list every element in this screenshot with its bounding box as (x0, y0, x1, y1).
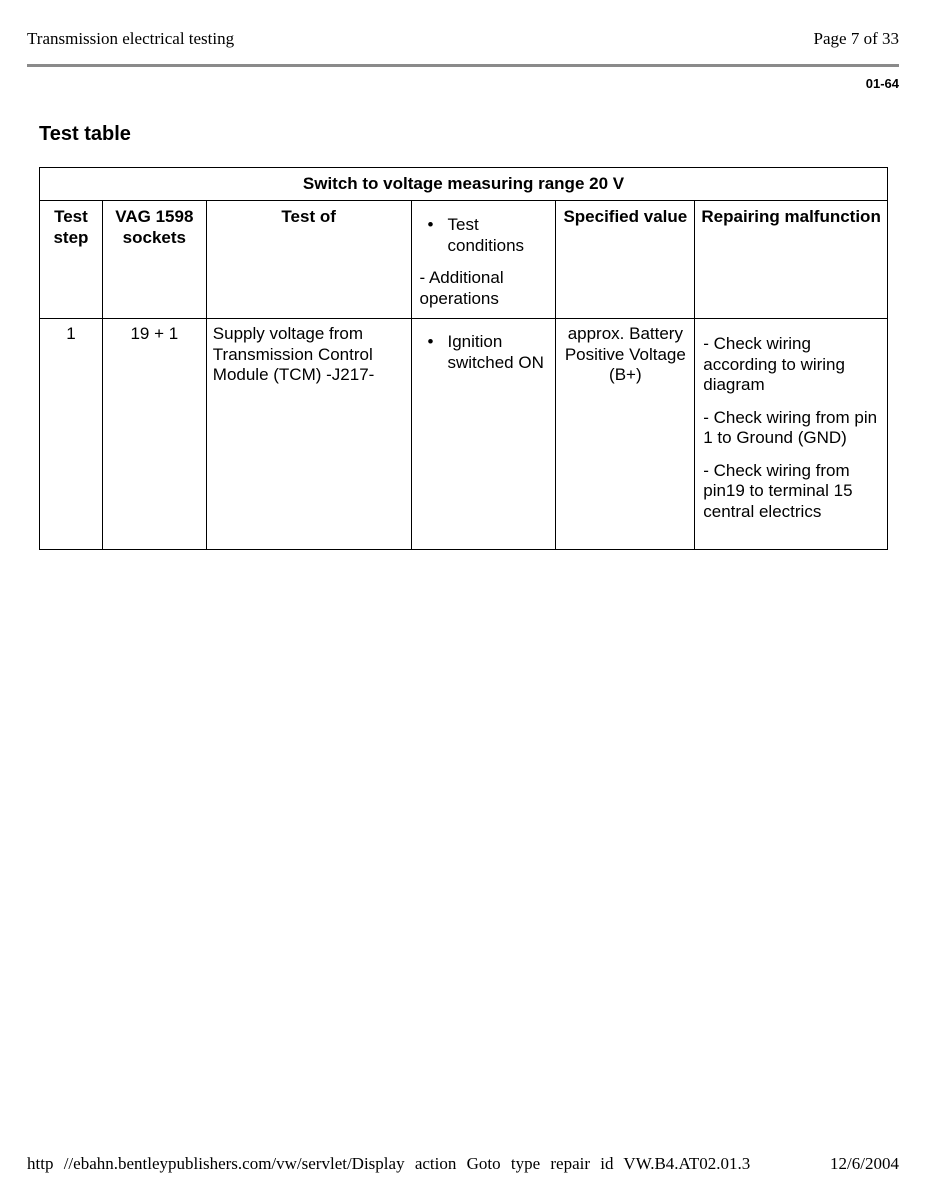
table-header-row (40, 201, 888, 319)
header-conditions-bullet: Test conditions (447, 215, 525, 255)
header-test-of: Test of (206, 201, 411, 319)
bullet-icon: • (427, 332, 434, 351)
cell-condition (411, 319, 556, 550)
repair-step-3: - Check wiring from pin19 to terminal 15 central electrics (703, 460, 853, 521)
header-test-step: Test step (40, 201, 103, 319)
cell-repairing (695, 319, 888, 550)
measuring-range-banner: Switch to voltage measuring range 20 V (40, 168, 888, 201)
header-repairing: Repairing malfunction (695, 201, 888, 319)
test-table (39, 167, 888, 550)
header-conditions-additional: - Additional operations (419, 268, 504, 308)
header-specified-value: Specified value (556, 201, 695, 319)
table-row (40, 319, 888, 550)
document-header-title: Transmission electrical testing (27, 29, 235, 48)
cell-sockets: 19 + 1 (102, 319, 206, 550)
section-title: Test table (39, 123, 131, 145)
repair-step-1: - Check wiring according to wiring diagram (703, 334, 845, 394)
footer-url: http //ebahn.bentleypublishers.com/vw/servlet/Display action Goto type repair id VW.B4.AT02.01.3 (27, 1154, 751, 1173)
bullet-icon: • (427, 215, 434, 234)
header-divider (27, 64, 899, 67)
repair-step-2: - Check wiring from pin 1 to Ground (GND) (703, 407, 878, 447)
header-sockets: VAG 1598 sockets (102, 201, 206, 319)
cell-specified-value: approx. Battery Positive Voltage (B+) (556, 319, 695, 550)
header-conditions (411, 201, 556, 319)
cell-test-of: Supply voltage from Transmission Control Module (TCM) -J217- (206, 319, 411, 550)
page-number: Page 7 of 33 (813, 29, 899, 48)
cell-step: 1 (40, 319, 103, 550)
footer-date: 12/6/2004 (830, 1154, 899, 1173)
cell-condition-text: Ignition switched ON (447, 332, 544, 372)
document-code: 01-64 (865, 76, 899, 91)
